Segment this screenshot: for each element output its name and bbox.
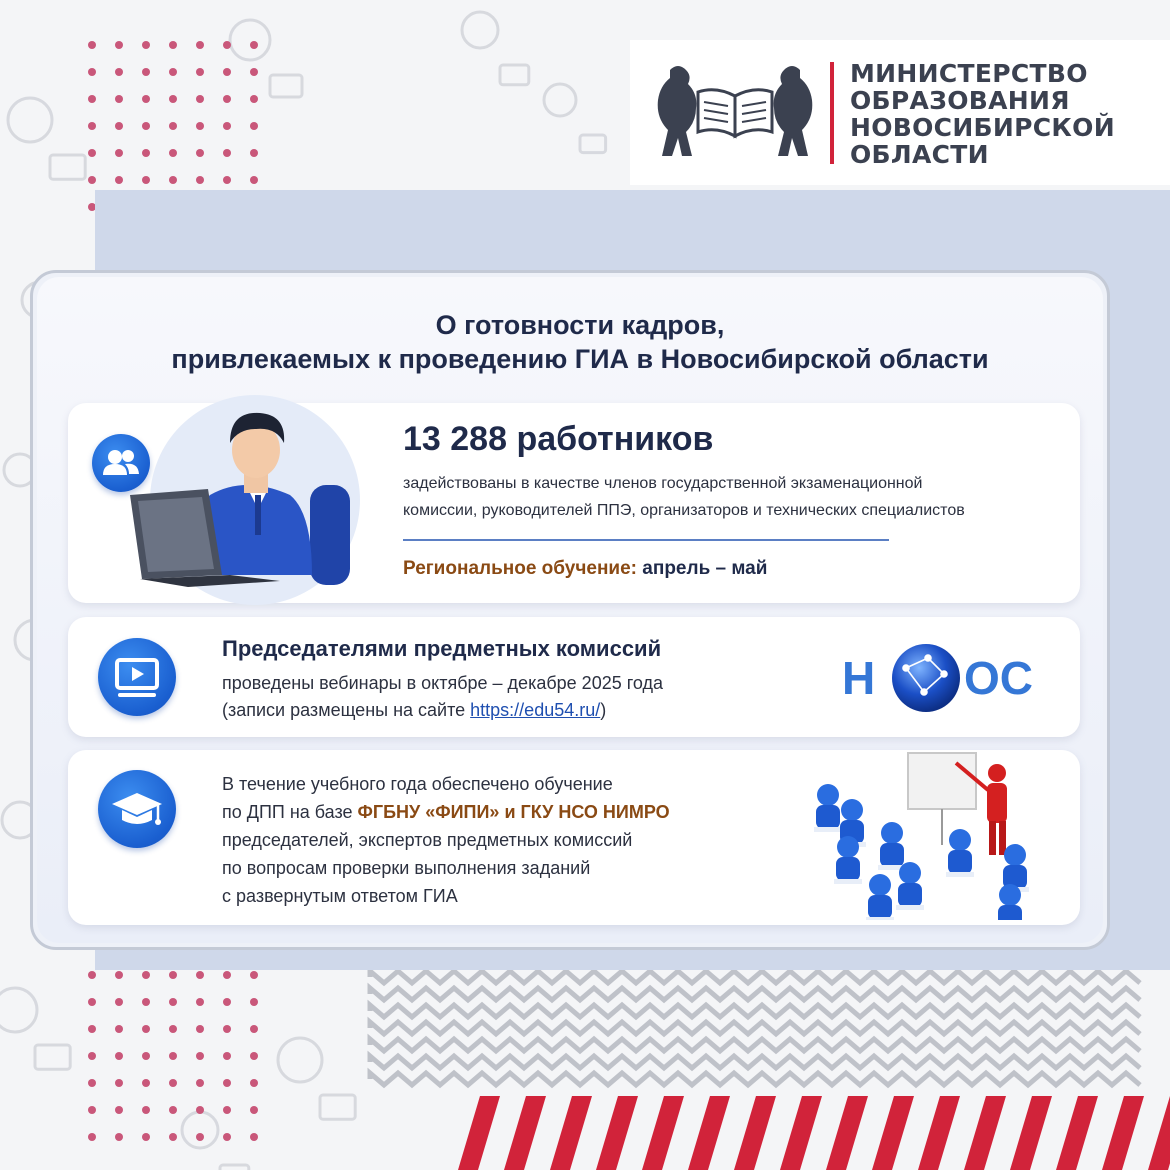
red-stripe xyxy=(780,1096,822,1170)
staff-description xyxy=(403,470,1043,524)
desc-line: председателей, экспертов предметных комиссий xyxy=(222,830,633,850)
red-stripe xyxy=(504,1096,546,1170)
student-figure xyxy=(817,784,839,806)
desc-line: с развернутым ответом ГИА xyxy=(222,886,458,906)
webinars-headline: Председателями предметных комиссий xyxy=(222,636,662,661)
student-figure xyxy=(949,829,971,851)
desc-line: В течение учебного года обеспечено обучение xyxy=(222,774,613,794)
red-stripe xyxy=(596,1096,638,1170)
desc-line: комиссии, руководителей ППЭ, организаторов и технических специалистов xyxy=(403,502,965,519)
red-stripe xyxy=(688,1096,730,1170)
red-stripe xyxy=(1102,1096,1144,1170)
coat-of-arms-logo xyxy=(650,58,820,168)
training-value: апрель – май xyxy=(642,558,768,579)
desc-line: задействованы в качестве членов государственной экзаменационной xyxy=(403,475,923,492)
desc-line: по вопросам проверки выполнения заданий xyxy=(222,858,591,878)
red-stripe xyxy=(1056,1096,1098,1170)
student-figure xyxy=(1004,844,1026,866)
desc-prefix: по ДПП на базе xyxy=(222,802,358,822)
desc-line: проведены вебинары в октябре – декабре 2025 года xyxy=(222,673,664,693)
divider-line xyxy=(403,539,889,541)
staff-count-headline: 13 288 работников xyxy=(403,420,714,458)
page-title xyxy=(60,308,1100,376)
webinars-description xyxy=(222,670,782,724)
ministry-line: МИНИСТЕРСТВО xyxy=(850,59,1088,88)
red-stripe xyxy=(642,1096,684,1170)
student-figure xyxy=(841,799,863,821)
regional-training xyxy=(403,558,767,580)
desc-line xyxy=(222,697,782,724)
edu54-link[interactable]: https://edu54.ru/ xyxy=(470,700,601,720)
organizations-highlight: ФГБНУ «ФИПИ» и ГКУ НСО НИМРО xyxy=(357,802,670,822)
classroom-illustration xyxy=(810,745,1060,920)
office-worker-illustration xyxy=(130,395,380,605)
teacher-figure xyxy=(988,764,1006,782)
desc-suffix: ) xyxy=(600,700,607,720)
red-stripe xyxy=(918,1096,960,1170)
desc-line xyxy=(222,798,782,826)
desc-prefix: (записи размещены на сайте xyxy=(222,700,471,720)
logo-divider xyxy=(830,62,834,164)
title-line: О готовности кадров, xyxy=(435,310,725,340)
ministry-line: НОВОСИБИРСКОЙ xyxy=(850,113,1115,142)
whiteboard xyxy=(908,753,976,809)
student-figure xyxy=(899,862,921,884)
red-stripe xyxy=(550,1096,592,1170)
red-stripe xyxy=(458,1096,500,1170)
ministry-line: ОБЛАСТИ xyxy=(850,140,989,169)
student-figure xyxy=(869,874,891,896)
video-icon xyxy=(98,638,176,716)
logo-letter-n: Н xyxy=(842,652,876,704)
logo-letters-os: ОС xyxy=(964,652,1033,704)
training-label: Региональное обучение: xyxy=(403,558,637,579)
red-stripe xyxy=(872,1096,914,1170)
title-line: привлекаемых к проведению ГИА в Новосибирской области xyxy=(171,344,989,374)
student-figure xyxy=(837,836,859,858)
student-figure xyxy=(881,822,903,844)
graduation-cap-icon xyxy=(98,770,176,848)
red-stripe xyxy=(1010,1096,1052,1170)
red-stripe xyxy=(734,1096,776,1170)
red-stripe xyxy=(826,1096,868,1170)
nos-logo xyxy=(840,628,1050,728)
red-stripe xyxy=(964,1096,1006,1170)
ministry-name xyxy=(850,60,1160,168)
ministry-line: ОБРАЗОВАНИЯ xyxy=(850,86,1070,115)
decorative-stripes xyxy=(448,1096,1170,1170)
training-description xyxy=(222,770,782,910)
red-stripe xyxy=(1148,1096,1170,1170)
student-figure xyxy=(999,884,1021,906)
